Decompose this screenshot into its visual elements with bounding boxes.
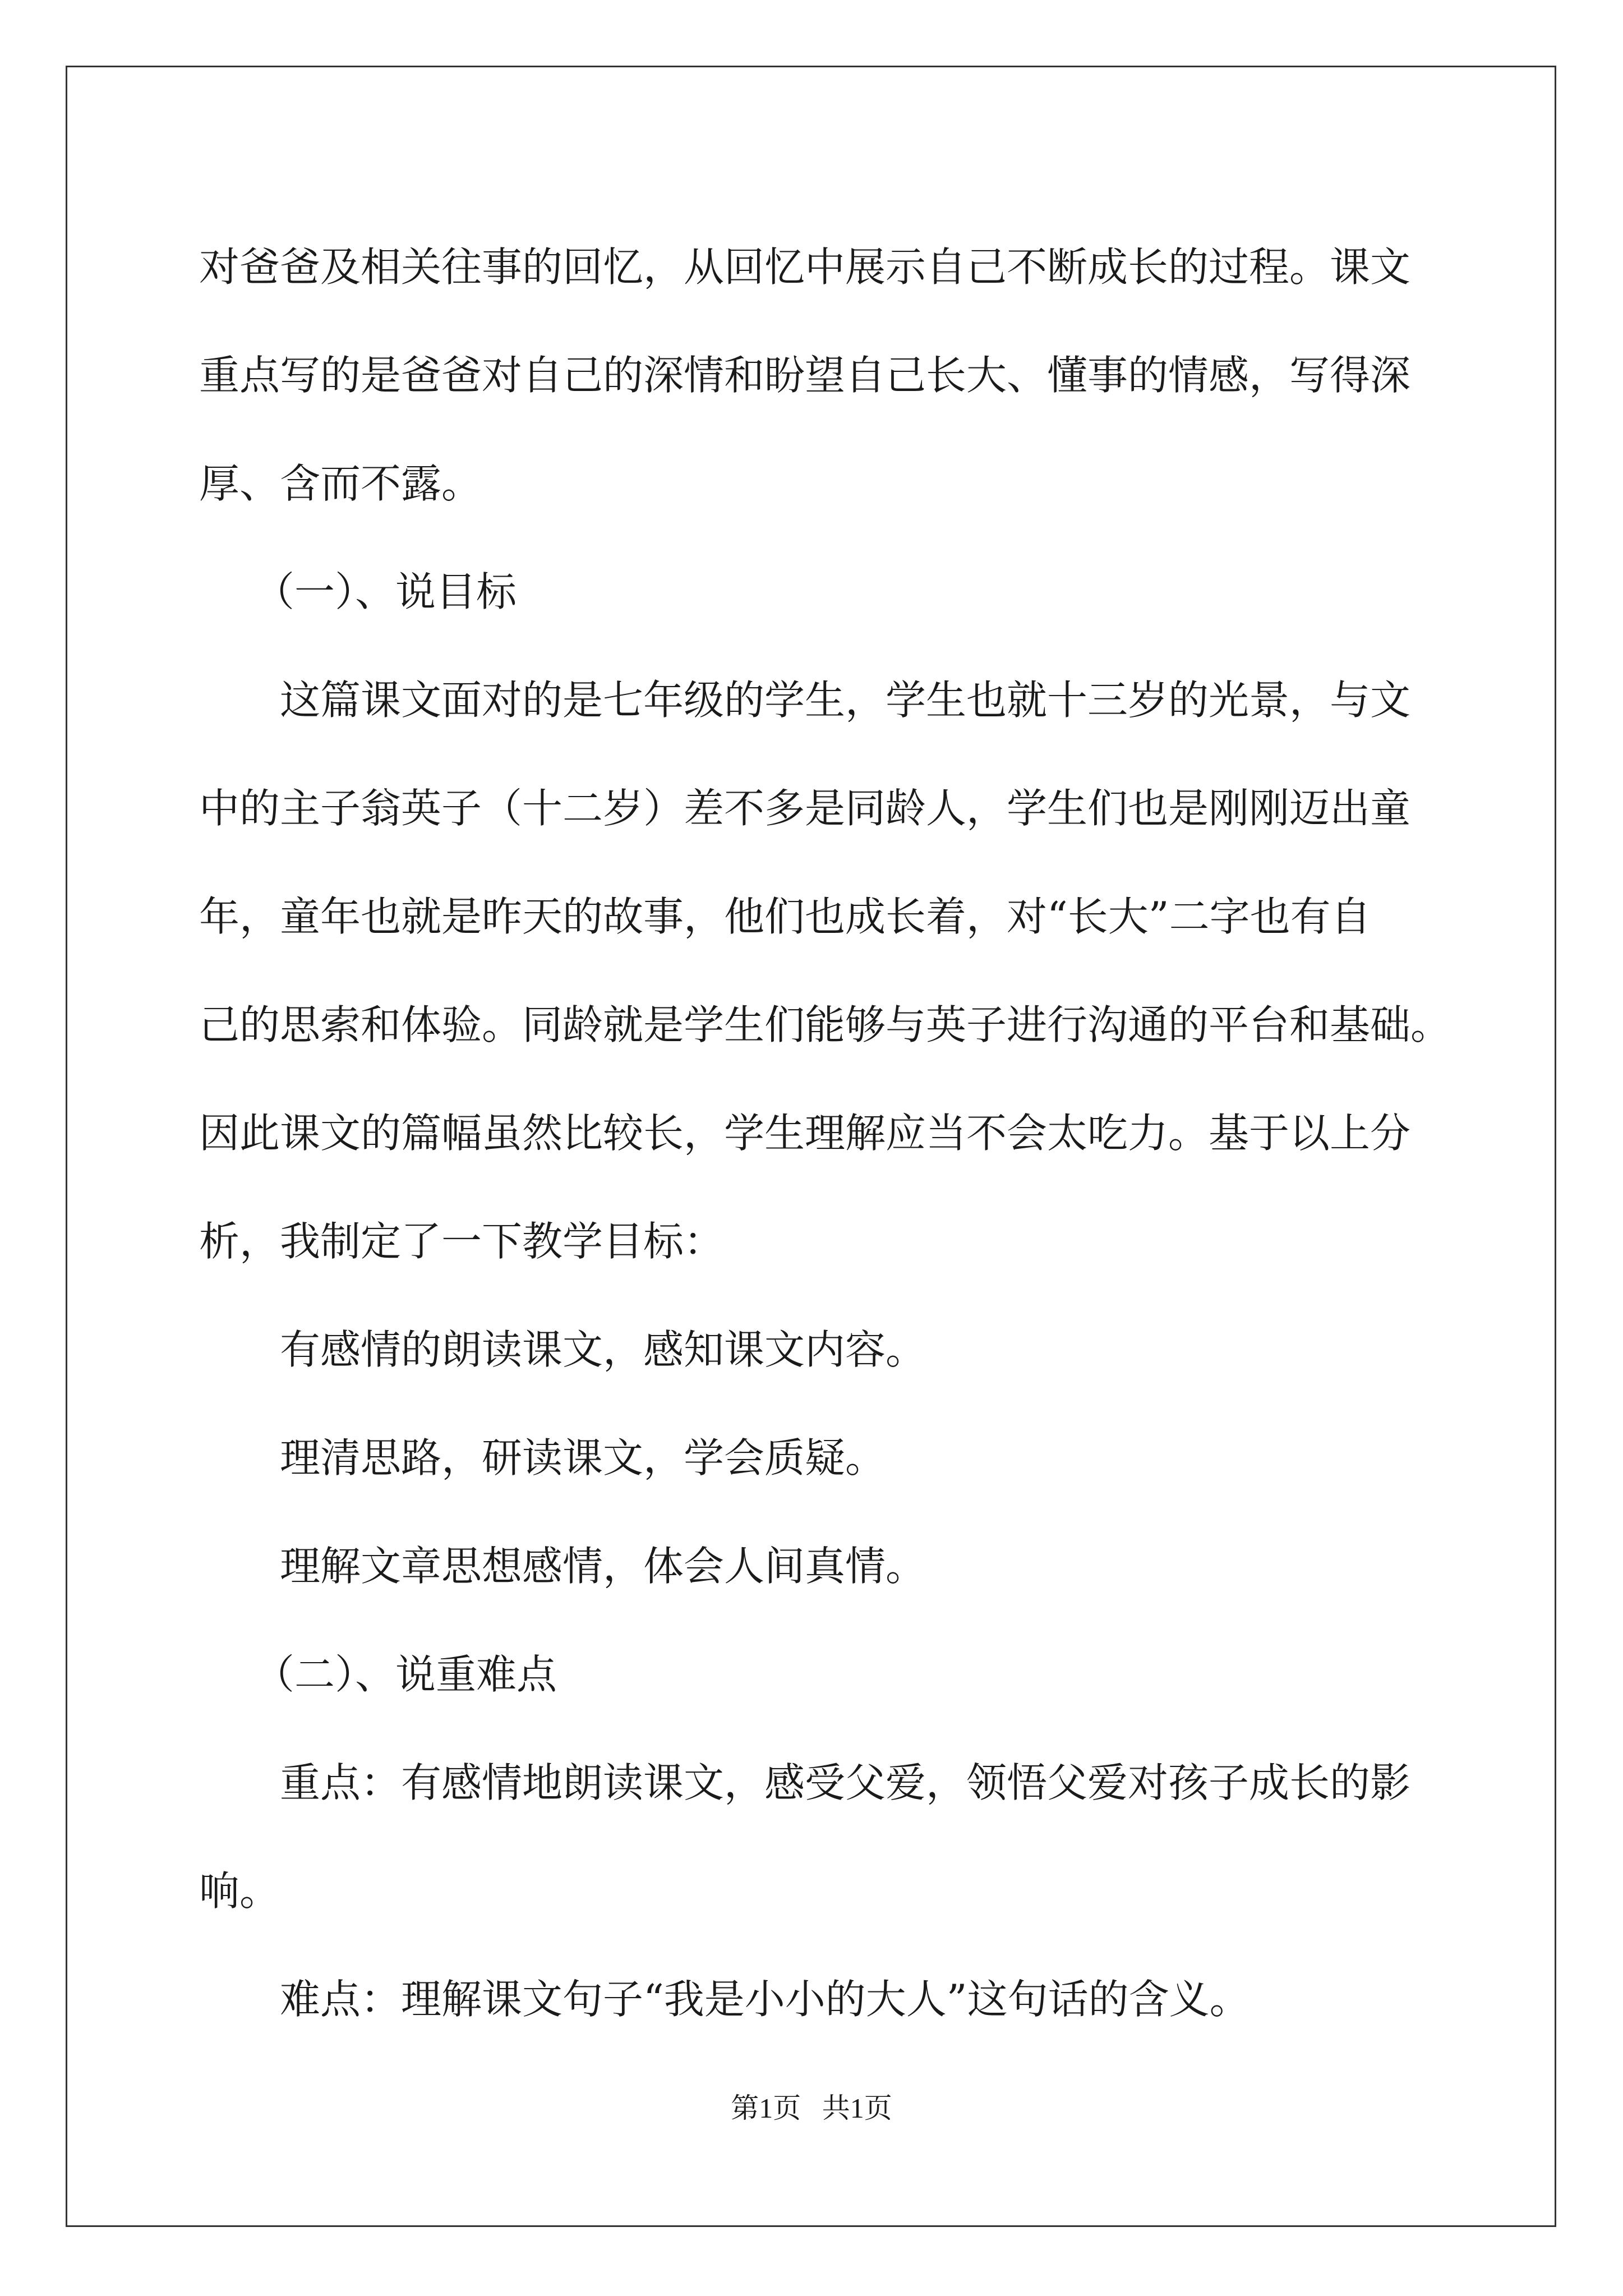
document-body <box>199 213 1451 2054</box>
page-number: 第1页 <box>731 2092 801 2124</box>
key-point-paragraph: 响。 <box>199 1867 280 1915</box>
key-point-paragraph: 重点：有感情地朗读课文，感受父爱，领悟父爱对孩子成长的影 <box>280 1759 1411 1806</box>
page-footer <box>0 2091 1623 2125</box>
paragraph-line: 因此课文的篇幅虽然比较长，学生理解应当不会太吃力。基于以上分 <box>199 1110 1411 1157</box>
section-heading-objectives: （一）、说目标 <box>254 568 517 615</box>
paragraph-line: 己的思索和体验。同龄就是学生们能够与英子进行沟通的平台和基础。 <box>199 1001 1451 1048</box>
objective-item: 有感情的朗读课文，感知课文内容。 <box>280 1326 926 1373</box>
objective-item: 理解文章思想感情，体会人间真情。 <box>280 1543 926 1590</box>
paragraph-line: 重点写的是爸爸对自己的深情和盼望自己长大、懂事的情感，写得深 <box>199 352 1411 399</box>
section-heading-key-points: （二）、说重难点 <box>254 1651 557 1698</box>
difficulty-paragraph: 难点：理解课文句子“我是小小的大人”这句话的含义。 <box>280 1976 1250 2023</box>
paragraph-line: 析，我制定了一下教学目标： <box>199 1218 725 1265</box>
objective-item: 理清思路，研读课文，学会质疑。 <box>280 1434 886 1481</box>
paragraph-line: 年，童年也就是昨天的故事，他们也成长着，对“长大”二字也有自 <box>199 893 1371 940</box>
paragraph-line: 厚、含而不露。 <box>199 460 482 507</box>
total-pages: 共1页 <box>822 2092 892 2124</box>
paragraph-line: 中的主子翁英子（十二岁）差不多是同龄人，学生们也是刚刚迈出童 <box>199 785 1411 832</box>
paragraph-line: 这篇课文面对的是七年级的学生，学生也就十三岁的光景，与文 <box>280 677 1411 724</box>
paragraph-line: 对爸爸及相关往事的回忆，从回忆中展示自己不断成长的过程。课文 <box>199 243 1411 291</box>
